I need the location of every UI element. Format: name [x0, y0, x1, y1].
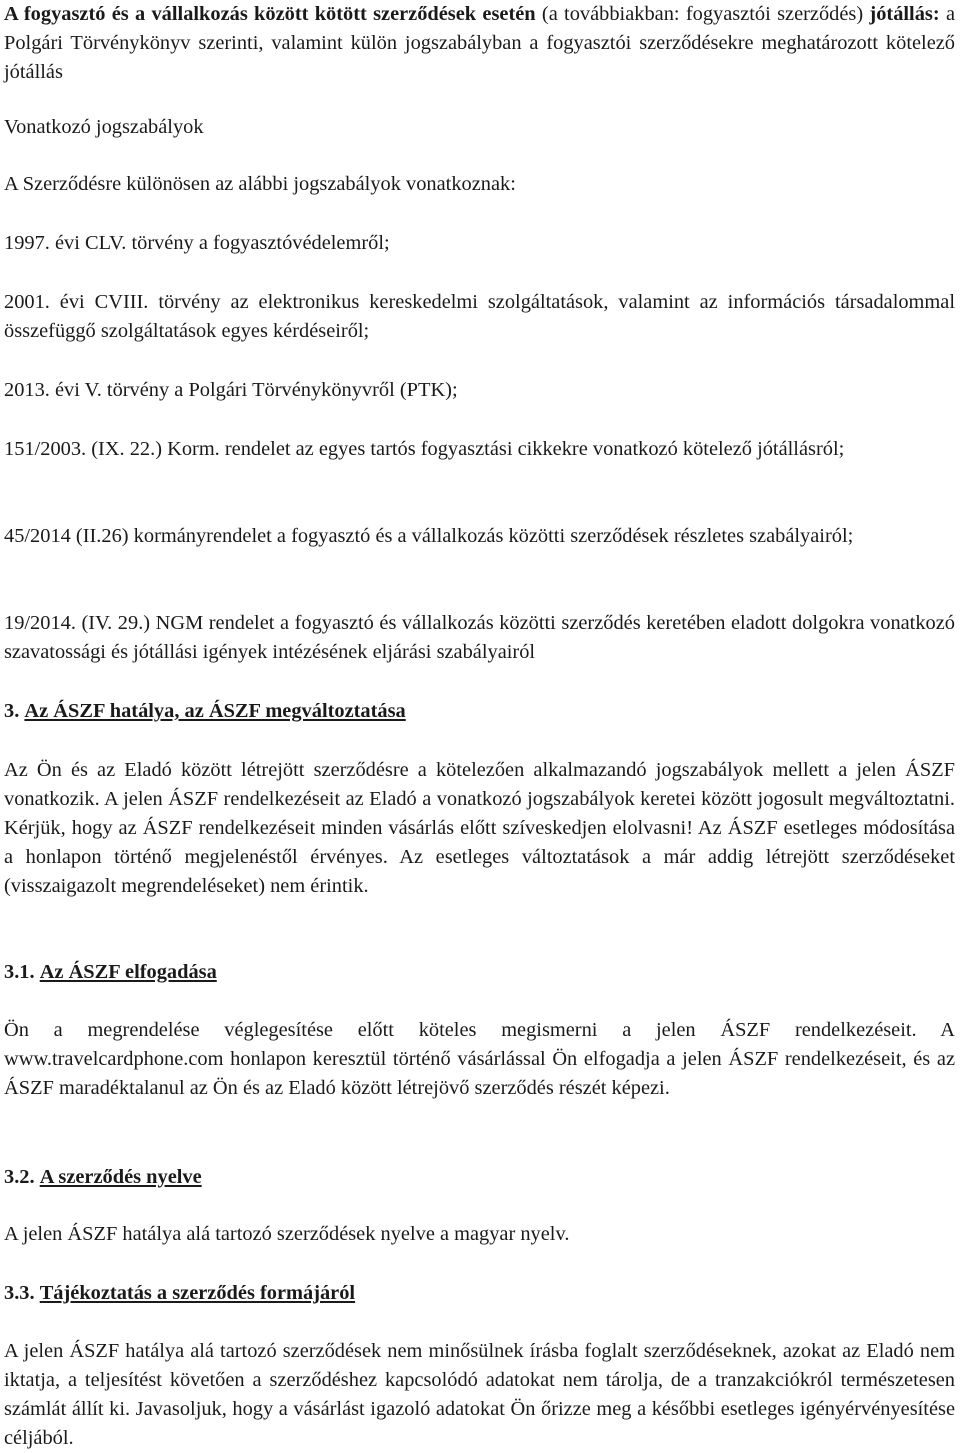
section-3-3-heading	[4, 1279, 955, 1308]
section-3-title: Az ÁSZF hatálya, az ÁSZF megváltoztatása	[24, 700, 406, 722]
intro-bold-label: A fogyasztó és a vállalkozás között kötött szerződések esetén	[4, 3, 536, 25]
section-3-1-heading	[4, 958, 955, 987]
law-item-1: 1997. évi CLV. törvény a fogyasztóvédelemről;	[4, 232, 390, 254]
section-3-1-title: Az ÁSZF elfogadása	[39, 961, 217, 983]
section-3-2-title: A szerződés nyelve	[39, 1166, 202, 1188]
intro-paren-text: (a továbbiakban: fogyasztói szerződés)	[535, 3, 870, 25]
section-3-2-body: A jelen ÁSZF hatálya alá tartozó szerződések nyelve a magyar nyelv.	[4, 1223, 570, 1245]
law-item-4: 151/2003. (IX. 22.) Korm. rendelet az egyes tartós fogyasztási cikkekre vonatkozó kötelező jótállásról;	[4, 438, 845, 460]
section-3-number: 3.	[4, 700, 20, 722]
law-item-2: 2001. évi CVIII. törvény az elektronikus kereskedelmi szolgáltatások, valamint az információs társadalommal összefüggő szolgáltatások egyes kérdéseiről;	[4, 291, 955, 342]
section-3-3-number: 3.3.	[4, 1282, 35, 1304]
section-3-2-number: 3.2.	[4, 1166, 35, 1188]
related-laws-heading: Vonatkozó jogszabályok	[4, 116, 204, 138]
related-laws-lead: A Szerződésre különösen az alábbi jogszabályok vonatkoznak:	[4, 173, 516, 195]
section-3-body: Az Ön és az Eladó között létrejött szerződésre a kötelezően alkalmazandó jogszabályok mellett a jelen ÁSZF vonatkozik. A jelen ÁSZF rendelkezéseit az Eladó a vonatkozó jogszabályok keretei között jogosult megváltoztatni. Kérjük, hogy az ÁSZF rendelkezéseit minden vásárlás előtt szíveskedjen elolvasni! Az ÁSZF esetleges módosítása a honlapon történő megjelenéstől érvényes. Az esetleges változtatások a már addig létrejött szerződéseket (visszaigazolt megrendeléseket) nem érintik.	[4, 759, 955, 897]
law-item-5: 45/2014 (II.26) kormányrendelet a fogyasztó és a vállalkozás közötti szerződések részletes szabályairól;	[4, 525, 854, 547]
section-3-3-title: Tájékoztatás a szerződés formájáról	[39, 1282, 356, 1304]
intro-paragraph	[4, 0, 955, 87]
law-item-6: 19/2014. (IV. 29.) NGM rendelet a fogyasztó és vállalkozás közötti szerződés keretében eladott dolgokra vonatkozó szavatossági és jótállási igények intézésének eljárási szabályairól	[4, 612, 955, 663]
section-3-3-body: A jelen ÁSZF hatálya alá tartozó szerződések nem minősülnek írásba foglalt szerződéseknek, azokat az Eladó nem iktatja, a teljesítést követően a szerződéshez kapcsolódó adatokat nem tárolja, de a tranzakciókról természetesen számlát állít ki. Javasoljuk, hogy a vásárlást igazoló adatokat Ön őrizze meg a későbbi esetleges igényérvényesítése céljából.	[4, 1340, 955, 1449]
law-item-3: 2013. évi V. törvény a Polgári Törvénykönyvről (PTK);	[4, 379, 458, 401]
section-3-1-number: 3.1.	[4, 961, 35, 983]
section-3-2-heading	[4, 1163, 955, 1192]
intro-rest-text: a Polgári Törvénykönyv szerinti, valamint külön jogszabályban a fogyasztói szerződésekre meghatározott kötelező jótállás	[4, 3, 955, 83]
section-3-1-body: Ön a megrendelése véglegesítése előtt köteles megismerni a jelen ÁSZF rendelkezéseit. A www.travelcardphone.com honlapon keresztül történő vásárlással Ön elfogadja a jelen ÁSZF rendelkezéseit, és az ÁSZF maradéktalanul az Ön és az Eladó között létrejövő szerződés részét képezi.	[4, 1019, 955, 1099]
section-3-heading	[4, 697, 955, 726]
intro-bold-label-2: jótállás:	[869, 3, 940, 25]
